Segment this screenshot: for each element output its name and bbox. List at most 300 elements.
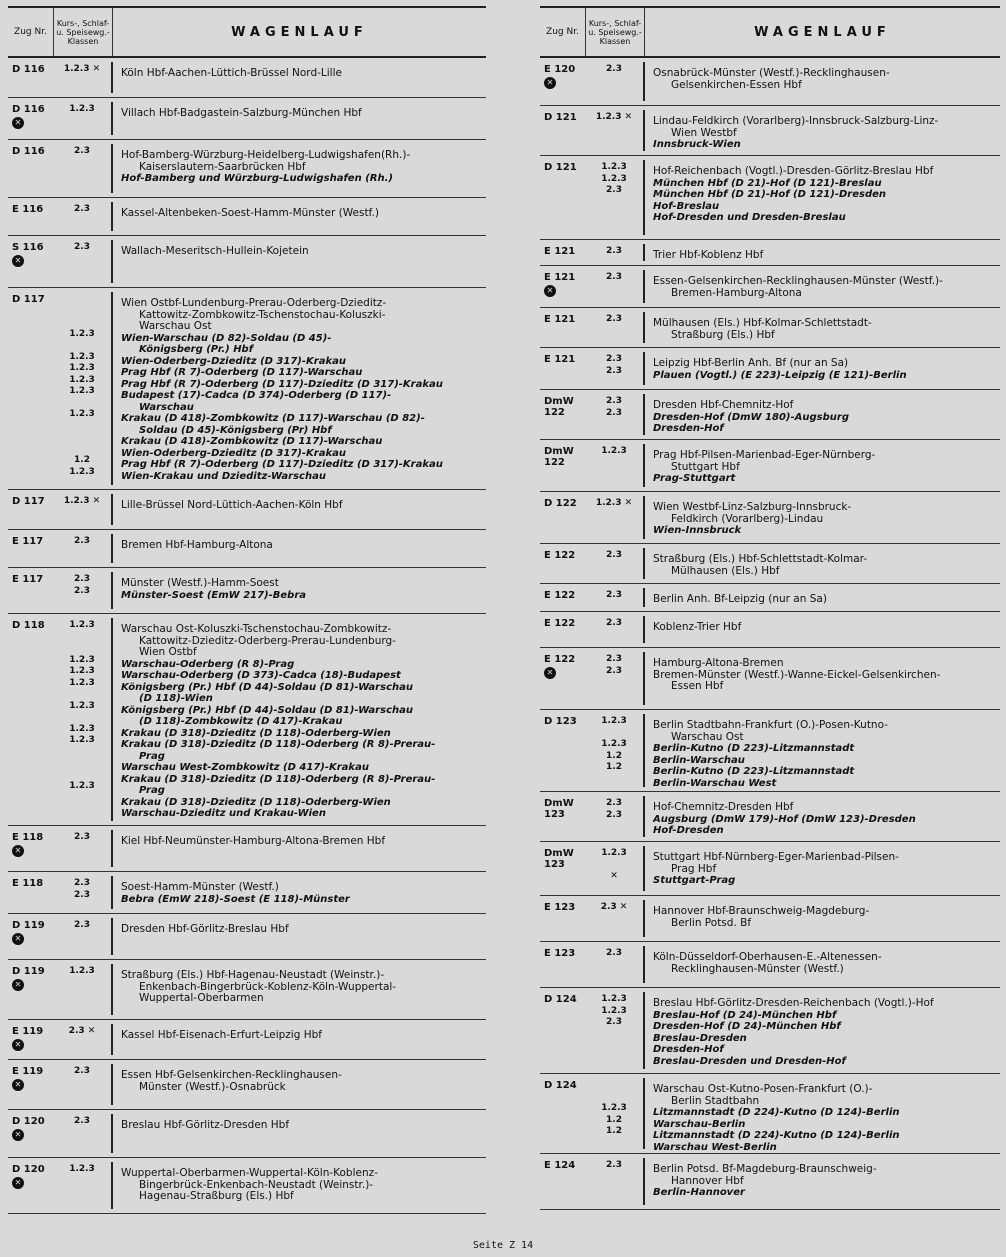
train-entry <box>8 872 486 914</box>
route-cell <box>643 714 1000 787</box>
route-cell <box>643 160 1000 235</box>
route-line: Breslau Hbf-Görlitz-Dresden-Reichenbach (Vogtl.)-Hof <box>653 998 934 1009</box>
route-cell <box>643 444 1000 487</box>
class-value: 1.2.3 <box>69 723 95 734</box>
route-cell <box>643 312 1000 343</box>
train-entry <box>8 826 486 872</box>
train-number-cell <box>540 1154 585 1209</box>
right-column <box>540 6 1000 1210</box>
train-entry <box>8 58 486 98</box>
not-daily-icon: ✕ <box>12 1039 24 1051</box>
train-number: D 122 <box>544 498 577 509</box>
class-value: 2.3 <box>606 798 622 808</box>
train-entry <box>540 106 1000 156</box>
class-value <box>53 643 111 655</box>
class-value: 2.3 <box>74 585 90 596</box>
classes-cell <box>585 390 643 439</box>
not-daily-icon: ✕ <box>12 255 24 267</box>
not-daily-icon: ✕ <box>12 979 24 991</box>
header-zug: Zug Nr. <box>546 26 579 37</box>
class-value: 1.2.3 <box>69 363 95 373</box>
train-number-cell <box>8 1060 53 1109</box>
route-line: Berlin Stadtbahn <box>671 1095 760 1107</box>
class-value: 2.3 <box>606 665 622 676</box>
route-line: Wien Ostbf <box>139 647 197 658</box>
classes-cell <box>585 58 643 105</box>
class-value: 2.3 <box>74 878 90 888</box>
route-line: Warschau Ost-Kutno-Posen-Frankfurt (O.)- <box>653 1084 873 1095</box>
train-entry <box>540 58 1000 106</box>
train-entry <box>540 440 1000 492</box>
route-cell <box>643 1078 1000 1153</box>
through-coach-line: München Hbf (D 21)-Hof (D 121)-Breslau <box>653 177 882 189</box>
route-cell <box>643 1158 1000 1205</box>
train-number-cell <box>540 988 585 1073</box>
train-number-cell <box>540 1074 585 1153</box>
not-daily-icon: ✕ <box>544 285 556 297</box>
class-value: 2.3 <box>74 920 90 930</box>
class-value <box>53 632 111 644</box>
classes-cell <box>585 792 643 841</box>
route-line: Münster (Westf.)-Osnabrück <box>139 1081 286 1093</box>
class-value: 1.2.3 <box>69 351 95 362</box>
classes-cell <box>585 842 643 895</box>
route-line: Essen Hbf-Gelsenkirchen-Recklinghausen- <box>121 1070 342 1081</box>
train-number-cell <box>540 106 585 155</box>
route-line: Straßburg (Els.) Hbf-Hagenau-Neustadt (Weinstr.)- <box>121 970 385 981</box>
train-entry <box>540 612 1000 648</box>
through-coach-line: Berlin-Kutno (D 223)-Litzmannstadt <box>653 743 855 754</box>
classes-cell <box>585 584 643 611</box>
route-line: Enkenbach-Bingerbrück-Koblenz-Köln-Wuppertal- <box>139 981 397 993</box>
classes-cell <box>585 156 643 239</box>
class-value: 2.3 <box>74 1066 90 1076</box>
classes-cell <box>53 198 111 235</box>
train-number-cell <box>540 348 585 389</box>
classes-cell <box>585 1074 643 1153</box>
train-number: E 119 <box>12 1026 44 1037</box>
route-cell <box>643 846 1000 891</box>
class-value: 1.2.3 <box>601 848 627 858</box>
route-cell <box>111 1024 486 1055</box>
class-value: 1.2.3 <box>601 716 627 726</box>
through-coach-line: Wien-Warschau (D 82)-Soldau (D 45)- <box>121 332 332 344</box>
classes-cell <box>53 914 111 959</box>
class-value <box>53 770 111 782</box>
train-number-cell <box>540 584 585 611</box>
train-number: D 117 <box>12 294 45 305</box>
class-value: 2.3 <box>606 407 622 418</box>
train-entry <box>540 240 1000 266</box>
classes-cell <box>53 236 111 287</box>
train-entry <box>540 156 1000 240</box>
classes-cell <box>585 896 643 941</box>
header-klassen: Kurs-, Schlaf- u. Speisewg.-Klassen <box>585 8 645 56</box>
route-line: Münster (Westf.)-Hamm-Soest <box>121 578 279 589</box>
class-value: 2.3 <box>74 146 90 156</box>
train-number-cell <box>540 390 585 439</box>
route-line: Köln Hbf-Aachen-Lüttich-Brüssel Nord-Lille <box>121 68 342 79</box>
route-line: Hagenau-Straßburg (Els.) Hbf <box>139 1191 294 1202</box>
route-line: Warschau Ost <box>139 321 212 332</box>
class-value: 1.2.3 <box>69 409 95 419</box>
classes-cell <box>53 960 111 1019</box>
train-entry <box>540 266 1000 308</box>
class-value: 1.2 <box>74 455 90 465</box>
through-coach-line: Krakau (D 418)-Zombkowitz (D 117)-Warschau <box>121 436 383 447</box>
train-number-cell <box>540 156 585 239</box>
train-number-cell <box>8 236 53 287</box>
class-value <box>53 340 111 352</box>
train-entry <box>540 842 1000 896</box>
train-number: E 123 <box>544 948 576 959</box>
train-number: E 124 <box>544 1160 576 1171</box>
train-entry <box>540 1074 1000 1154</box>
route-line: Berlin Potsd. Bf-Magdeburg-Braunschweig- <box>653 1164 877 1175</box>
through-coach-line: Budapest (17)-Cadca (D 374)-Oderberg (D 117)- <box>121 390 392 401</box>
route-line: Soest-Hamm-Münster (Westf.) <box>121 882 279 893</box>
class-value <box>53 689 111 701</box>
train-entry <box>540 492 1000 544</box>
route-line: Kattowitz-Dzieditz-Oderberg-Prerau-Lundenburg- <box>139 635 396 647</box>
through-coach-line: Soldau (D 45)-Königsberg (Pr) Hbf <box>139 424 332 436</box>
train-number-cell <box>8 960 53 1019</box>
route-cell <box>111 1162 486 1209</box>
class-value: 2.3 <box>606 272 622 282</box>
class-value <box>53 294 111 306</box>
train-entry <box>540 710 1000 792</box>
class-value: 2.3 <box>606 314 622 324</box>
train-entry <box>540 792 1000 842</box>
train-number: E 122 <box>544 654 576 665</box>
train-entry <box>8 1020 486 1060</box>
classes-cell <box>53 58 111 97</box>
through-coach-line: Hof-Dresden <box>653 825 724 836</box>
left-entries <box>8 58 486 1214</box>
through-coach-line: Breslau-Dresden <box>653 1032 747 1044</box>
train-entry <box>540 544 1000 584</box>
route-line: Recklinghausen-Münster (Westf.) <box>671 963 844 975</box>
through-coach-line: Wien-Krakau und Dzieditz-Warschau <box>121 470 326 482</box>
class-value: 1.2.3 ✕ <box>595 112 633 122</box>
class-value: 2.3 <box>606 590 622 600</box>
route-cell <box>643 244 1000 261</box>
through-coach-line: Wien-Oderberg-Dzieditz (D 317)-Krakau <box>121 355 346 367</box>
route-line: Prag Hbf-Pilsen-Marienbad-Eger-Nürnberg- <box>653 450 876 461</box>
class-value: 1.2.3 <box>69 620 95 630</box>
through-coach-line: Prag Hbf (R 7)-Oderberg (D 117)-Dzieditz (D 317)-Krakau <box>121 459 443 470</box>
classes-cell <box>585 544 643 583</box>
train-number-cell <box>8 1110 53 1157</box>
classes-cell <box>53 1158 111 1213</box>
through-coach-line: Warschau-Oderberg (D 373)-Cadca (18)-Budapest <box>121 670 401 681</box>
class-value: 1.2.3 <box>601 994 627 1004</box>
classes-cell <box>585 942 643 987</box>
classes-cell <box>53 98 111 139</box>
train-number: D 118 <box>12 620 45 631</box>
route-line: Bremen-Hamburg-Altona <box>671 287 802 299</box>
route-line: Hof-Bamberg-Würzburg-Heidelberg-Ludwigshafen(Rh.)- <box>121 150 411 161</box>
class-value: 1.2.3 <box>69 654 95 665</box>
route-cell <box>643 394 1000 435</box>
through-coach-line: Berlin-Warschau <box>653 754 745 766</box>
through-coach-line: Breslau-Dresden und Dresden-Hof <box>653 1055 846 1067</box>
class-value: 2.3 <box>74 889 90 900</box>
class-value <box>585 728 643 740</box>
route-cell <box>643 62 1000 101</box>
train-number: DmW 123 <box>544 848 574 870</box>
class-value: 1.2.3 <box>69 966 95 976</box>
route-line: Kattowitz-Zombkowitz-Tschenstochau-Koluszki- <box>139 309 386 321</box>
class-value: 2.3 <box>606 654 622 664</box>
train-entry <box>540 942 1000 988</box>
classes-cell <box>53 288 111 489</box>
train-number-cell <box>540 792 585 841</box>
train-number: D 124 <box>544 1080 577 1091</box>
through-coach-line: Warschau-Berlin <box>653 1118 746 1130</box>
header-klassen: Kurs-, Schlaf- u. Speisewg.-Klassen <box>53 8 113 56</box>
through-coach-line: Königsberg (Pr.) Hbf <box>139 344 254 355</box>
class-value: 1.2 <box>606 1126 622 1136</box>
route-line: Stuttgart Hbf-Nürnberg-Eger-Marienbad-Pilsen- <box>653 852 899 863</box>
through-coach-line: Warschau West-Zombkowitz (D 417)-Krakau <box>121 762 369 773</box>
not-daily-icon: ✕ <box>12 845 24 857</box>
route-cell <box>643 652 1000 705</box>
route-line: Gelsenkirchen-Essen Hbf <box>671 79 802 91</box>
route-line: Hof-Reichenbach (Vogtl.)-Dresden-Görlitz-Breslau Hbf <box>653 166 934 177</box>
class-value: 1.2.3 <box>69 677 95 688</box>
classes-cell <box>585 710 643 791</box>
class-value: 2.3 <box>606 396 622 406</box>
classes-cell <box>53 568 111 613</box>
through-coach-line: Berlin-Hannover <box>653 1187 745 1198</box>
through-coach-line: Krakau (D 318)-Dzieditz (D 118)-Oderberg-Wien <box>121 727 391 739</box>
class-value <box>53 747 111 759</box>
not-daily-icon: ✕ <box>12 933 24 945</box>
table-header <box>540 6 1000 58</box>
train-number: E 123 <box>544 902 576 913</box>
route-line: Wuppertal-Oberbarmen-Wuppertal-Köln-Koblenz- <box>121 1168 378 1179</box>
class-value: 1.2 <box>606 750 622 761</box>
route-line: Wien Westbf <box>671 127 737 139</box>
train-number-cell <box>8 1020 53 1059</box>
route-cell <box>111 918 486 955</box>
route-line: Hannover Hbf-Braunschweig-Magdeburg- <box>653 906 870 917</box>
through-coach-line: Bebra (EmW 218)-Soest (E 118)-Münster <box>121 893 350 905</box>
train-number-cell <box>540 492 585 543</box>
route-line: Wien Ostbf-Lundenburg-Prerau-Oderberg-Dzieditz- <box>121 298 387 309</box>
train-number: E 116 <box>12 204 44 215</box>
route-line: Lindau-Feldkirch (Vorarlberg)-Innsbruck-Salzburg-Linz- <box>653 116 939 127</box>
not-daily-icon: ✕ <box>544 667 556 679</box>
train-number: D 119 <box>12 966 45 977</box>
through-coach-line: Dresden-Hof <box>653 423 724 434</box>
through-coach-line: Prag Hbf (R 7)-Oderberg (D 117)-Dzieditz (D 317)-Krakau <box>121 378 443 390</box>
route-cell <box>111 62 486 93</box>
train-number-cell <box>540 710 585 791</box>
train-entry <box>540 1154 1000 1210</box>
route-line: Berlin Stadtbahn-Frankfurt (O.)-Posen-Kutno- <box>653 720 888 731</box>
not-daily-icon: ✕ <box>12 1177 24 1189</box>
train-entry <box>8 490 486 530</box>
through-coach-line: Krakau (D 318)-Dzieditz (D 118)-Oderberg (R 8)-Prerau- <box>121 739 436 750</box>
route-cell <box>643 270 1000 303</box>
through-coach-line: Prag-Stuttgart <box>653 473 736 484</box>
train-entry <box>540 390 1000 440</box>
route-cell <box>111 202 486 231</box>
class-value: 1.2 <box>606 1114 622 1125</box>
route-line: Koblenz-Trier Hbf <box>653 622 742 633</box>
route-line: Köln-Düsseldorf-Oberhausen-E.-Altenessen- <box>653 952 882 963</box>
train-number: D 116 <box>12 104 45 115</box>
through-coach-line: Warschau <box>139 401 194 413</box>
train-number: E 119 <box>12 1066 44 1077</box>
route-line: Leipzig Hbf-Berlin Anh. Bf (nur an Sa) <box>653 358 849 369</box>
route-line: Wuppertal-Oberbarmen <box>139 993 264 1004</box>
train-entry <box>8 236 486 288</box>
route-line: Kassel Hbf-Eisenach-Erfurt-Leipzig Hbf <box>121 1030 322 1041</box>
through-coach-line: Dresden-Hof <box>653 1044 724 1055</box>
train-entry <box>540 988 1000 1074</box>
classes-cell <box>53 1060 111 1109</box>
route-cell <box>111 144 486 193</box>
route-cell <box>643 946 1000 983</box>
through-coach-line: Krakau (D 418)-Zombkowitz (D 117)-Warschau (D 82)- <box>121 413 425 424</box>
class-value: 2.3 <box>606 809 622 820</box>
train-number: D 116 <box>12 64 45 75</box>
class-value <box>53 398 111 410</box>
route-line: Essen-Gelsenkirchen-Recklinghausen-Münster (Westf.)- <box>653 276 943 287</box>
train-number: E 121 <box>544 314 576 325</box>
class-value <box>53 317 111 329</box>
train-entry <box>8 1110 486 1158</box>
class-value: 2.3 <box>606 1017 622 1027</box>
class-value: 2.3 <box>606 246 622 256</box>
classes-cell <box>585 308 643 347</box>
route-line: Mülhausen (Els.) Hbf <box>671 565 780 577</box>
route-cell <box>643 616 1000 643</box>
class-value <box>53 444 111 456</box>
class-value: 1.2.3 <box>69 700 95 711</box>
class-value: 2.3 <box>606 365 622 376</box>
train-number: D 123 <box>544 716 577 727</box>
train-number: S 116 <box>12 242 44 253</box>
class-value: 2.3 <box>74 536 90 546</box>
through-coach-line: Königsberg (Pr.) Hbf (D 44)-Soldau (D 81)-Warschau <box>121 681 413 693</box>
route-line: Hof-Chemnitz-Dresden Hbf <box>653 802 794 813</box>
classes-cell <box>53 826 111 871</box>
class-value: 1.2.3 <box>69 328 95 339</box>
class-value: 1.2 <box>606 762 622 772</box>
train-number: E 122 <box>544 618 576 629</box>
train-number: D 120 <box>12 1116 45 1127</box>
train-number: D 121 <box>544 162 577 173</box>
route-cell <box>643 496 1000 539</box>
class-value: 2.3 <box>606 550 622 560</box>
train-number: DmW 122 <box>544 446 574 468</box>
train-number: D 124 <box>544 994 577 1005</box>
route-line: Warschau Ost-Koluszki-Tschenstochau-Zombkowitz- <box>121 624 392 635</box>
through-coach-line: Wien-Innsbruck <box>653 525 742 536</box>
route-line: Kaiserslautern-Saarbrücken Hbf <box>139 161 306 173</box>
train-number-cell <box>540 266 585 307</box>
train-number-cell <box>540 942 585 987</box>
classes-cell <box>585 240 643 265</box>
train-entry <box>8 914 486 960</box>
route-cell <box>643 548 1000 579</box>
train-number-cell <box>8 288 53 489</box>
class-value: 1.2.3 <box>601 1103 627 1113</box>
class-value: 1.2.3 <box>601 1005 627 1016</box>
through-coach-line: Dresden-Hof (D 24)-München Hbf <box>653 1021 841 1032</box>
class-value: 2.3 <box>606 618 622 628</box>
train-number: D 116 <box>12 146 45 157</box>
through-coach-line: Krakau (D 318)-Dzieditz (D 118)-Oderberg-Wien <box>121 796 391 808</box>
class-value: 2.3 <box>74 574 90 584</box>
train-number-cell <box>8 530 53 567</box>
train-number-cell <box>540 896 585 941</box>
class-value: 2.3 <box>74 1116 90 1126</box>
train-number-cell <box>540 440 585 491</box>
through-coach-line: Prag <box>139 750 165 762</box>
train-number: D 117 <box>12 496 45 507</box>
through-coach-line: Innsbruck-Wien <box>653 139 741 150</box>
class-value <box>585 1092 643 1104</box>
train-number: D 121 <box>544 112 577 123</box>
train-number: E 121 <box>544 272 576 283</box>
classes-cell <box>585 988 643 1073</box>
class-value: 1.2.3 <box>69 466 95 477</box>
route-cell <box>643 588 1000 607</box>
through-coach-line: (D 118)-Wien <box>139 693 213 704</box>
route-line: Prag Hbf <box>671 863 717 875</box>
route-cell <box>643 900 1000 937</box>
route-line: Kassel-Altenbeken-Soest-Hamm-Münster (Westf.) <box>121 208 379 219</box>
classes-cell <box>53 872 111 913</box>
route-cell <box>111 102 486 135</box>
classes-cell <box>585 648 643 709</box>
train-entry <box>540 584 1000 612</box>
route-line: Lille-Brüssel Nord-Lüttich-Aachen-Köln Hbf <box>121 500 343 511</box>
class-value: 2.3 <box>74 242 90 252</box>
route-line: Breslau Hbf-Görlitz-Dresden Hbf <box>121 1120 290 1131</box>
class-value <box>53 421 111 433</box>
train-entry <box>8 568 486 614</box>
through-coach-line: Warschau West-Berlin <box>653 1141 777 1153</box>
train-number: E 122 <box>544 590 576 601</box>
route-cell <box>111 830 486 867</box>
train-entry <box>8 960 486 1020</box>
route-cell <box>111 494 486 525</box>
through-coach-line: Hof-Breslau <box>653 200 720 212</box>
header-wagenlauf: WAGENLAUF <box>754 24 891 40</box>
train-entry <box>8 98 486 140</box>
train-entry <box>8 288 486 490</box>
through-coach-line: Litzmannstadt (D 224)-Kutno (D 124)-Berlin <box>653 1107 900 1118</box>
right-entries <box>540 58 1000 1210</box>
class-value: 2.3 <box>74 832 90 842</box>
through-coach-line: Hof-Dresden und Dresden-Breslau <box>653 212 846 223</box>
classes-cell <box>53 490 111 529</box>
route-line: Stuttgart Hbf <box>671 461 740 473</box>
route-line: Bremen Hbf-Hamburg-Altona <box>121 540 273 551</box>
route-cell <box>111 1064 486 1105</box>
classes-cell <box>585 1154 643 1209</box>
train-number-cell <box>8 140 53 197</box>
route-line: Warschau Ost <box>671 731 744 743</box>
page-number: Seite Z 14 <box>472 1240 534 1251</box>
train-number-cell <box>8 198 53 235</box>
